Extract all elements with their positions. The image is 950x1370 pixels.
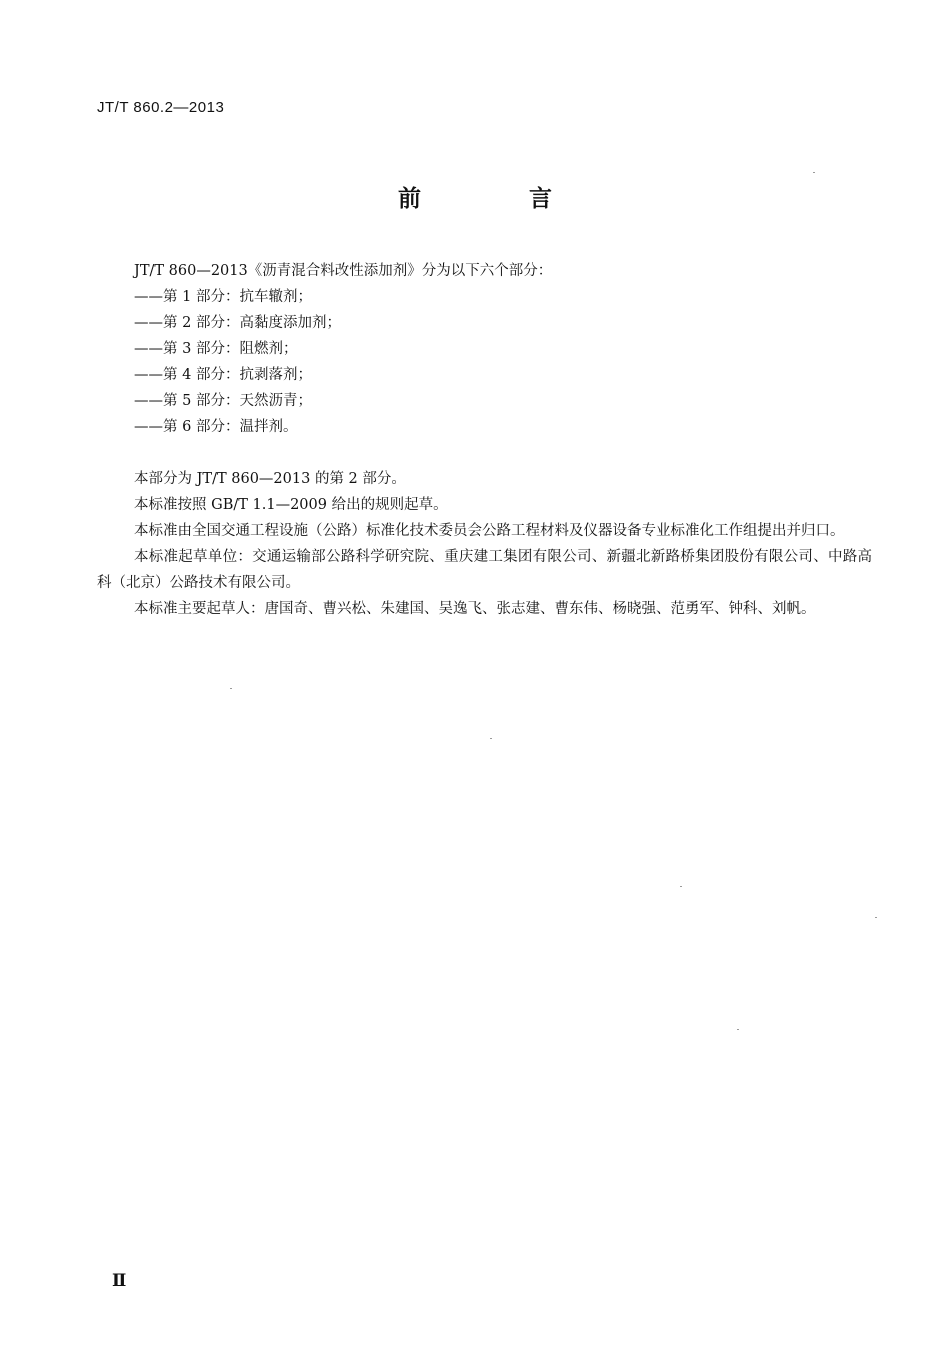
scan-speck: [490, 738, 492, 739]
scan-speck: [875, 917, 877, 918]
drafting-rules-paragraph: 本标准按照 GB/T 1.1—2009 给出的规则起草。: [134, 497, 448, 513]
committee-paragraph: 本标准由全国交通工程设施（公路）标准化技术委员会公路工程材料及仪器设备专业标准化工作组提出并归口。: [134, 523, 845, 539]
list-item-part-4: ——第 4 部分：抗剥落剂；: [134, 367, 312, 383]
drafters-paragraph: 本标准主要起草人：唐国奇、曹兴松、朱建国、吴逸飞、张志建、曹东伟、杨晓强、范勇军、钟科、刘帆。: [134, 601, 816, 617]
list-item-part-6: ——第 6 部分：温拌剂。: [134, 419, 298, 435]
parts-list: [97, 284, 872, 440]
page-number: Ⅱ: [112, 1271, 127, 1291]
scan-speck: [813, 172, 815, 173]
list-item-part-1: ——第 1 部分：抗车辙剂；: [134, 289, 312, 305]
intro-paragraph: JT/T 860—2013《沥青混合料改性添加剂》分为以下六个部分：: [134, 263, 553, 279]
info-section: [97, 466, 872, 622]
scan-speck: [230, 688, 232, 689]
parts-section: [97, 258, 872, 440]
drafting-units-paragraph: 本标准起草单位：交通运输部公路科学研究院、重庆建工集团有限公司、新疆北新路桥集团股份有限公司、中路高科（北京）公路技术有限公司。: [97, 549, 872, 591]
list-item-part-5: ——第 5 部分：天然沥青；: [134, 393, 312, 409]
scan-speck: [680, 886, 682, 887]
list-item-part-3: ——第 3 部分：阻燃剂；: [134, 341, 298, 357]
standard-code-header: JT/T 860.2—2013: [97, 99, 225, 116]
part-statement-paragraph: 本部分为 JT/T 860—2013 的第 2 部分。: [134, 471, 406, 487]
scan-speck: [737, 1029, 739, 1030]
list-item-part-2: ——第 2 部分：高黏度添加剂；: [134, 315, 341, 331]
page-title: 前 言: [397, 186, 602, 212]
